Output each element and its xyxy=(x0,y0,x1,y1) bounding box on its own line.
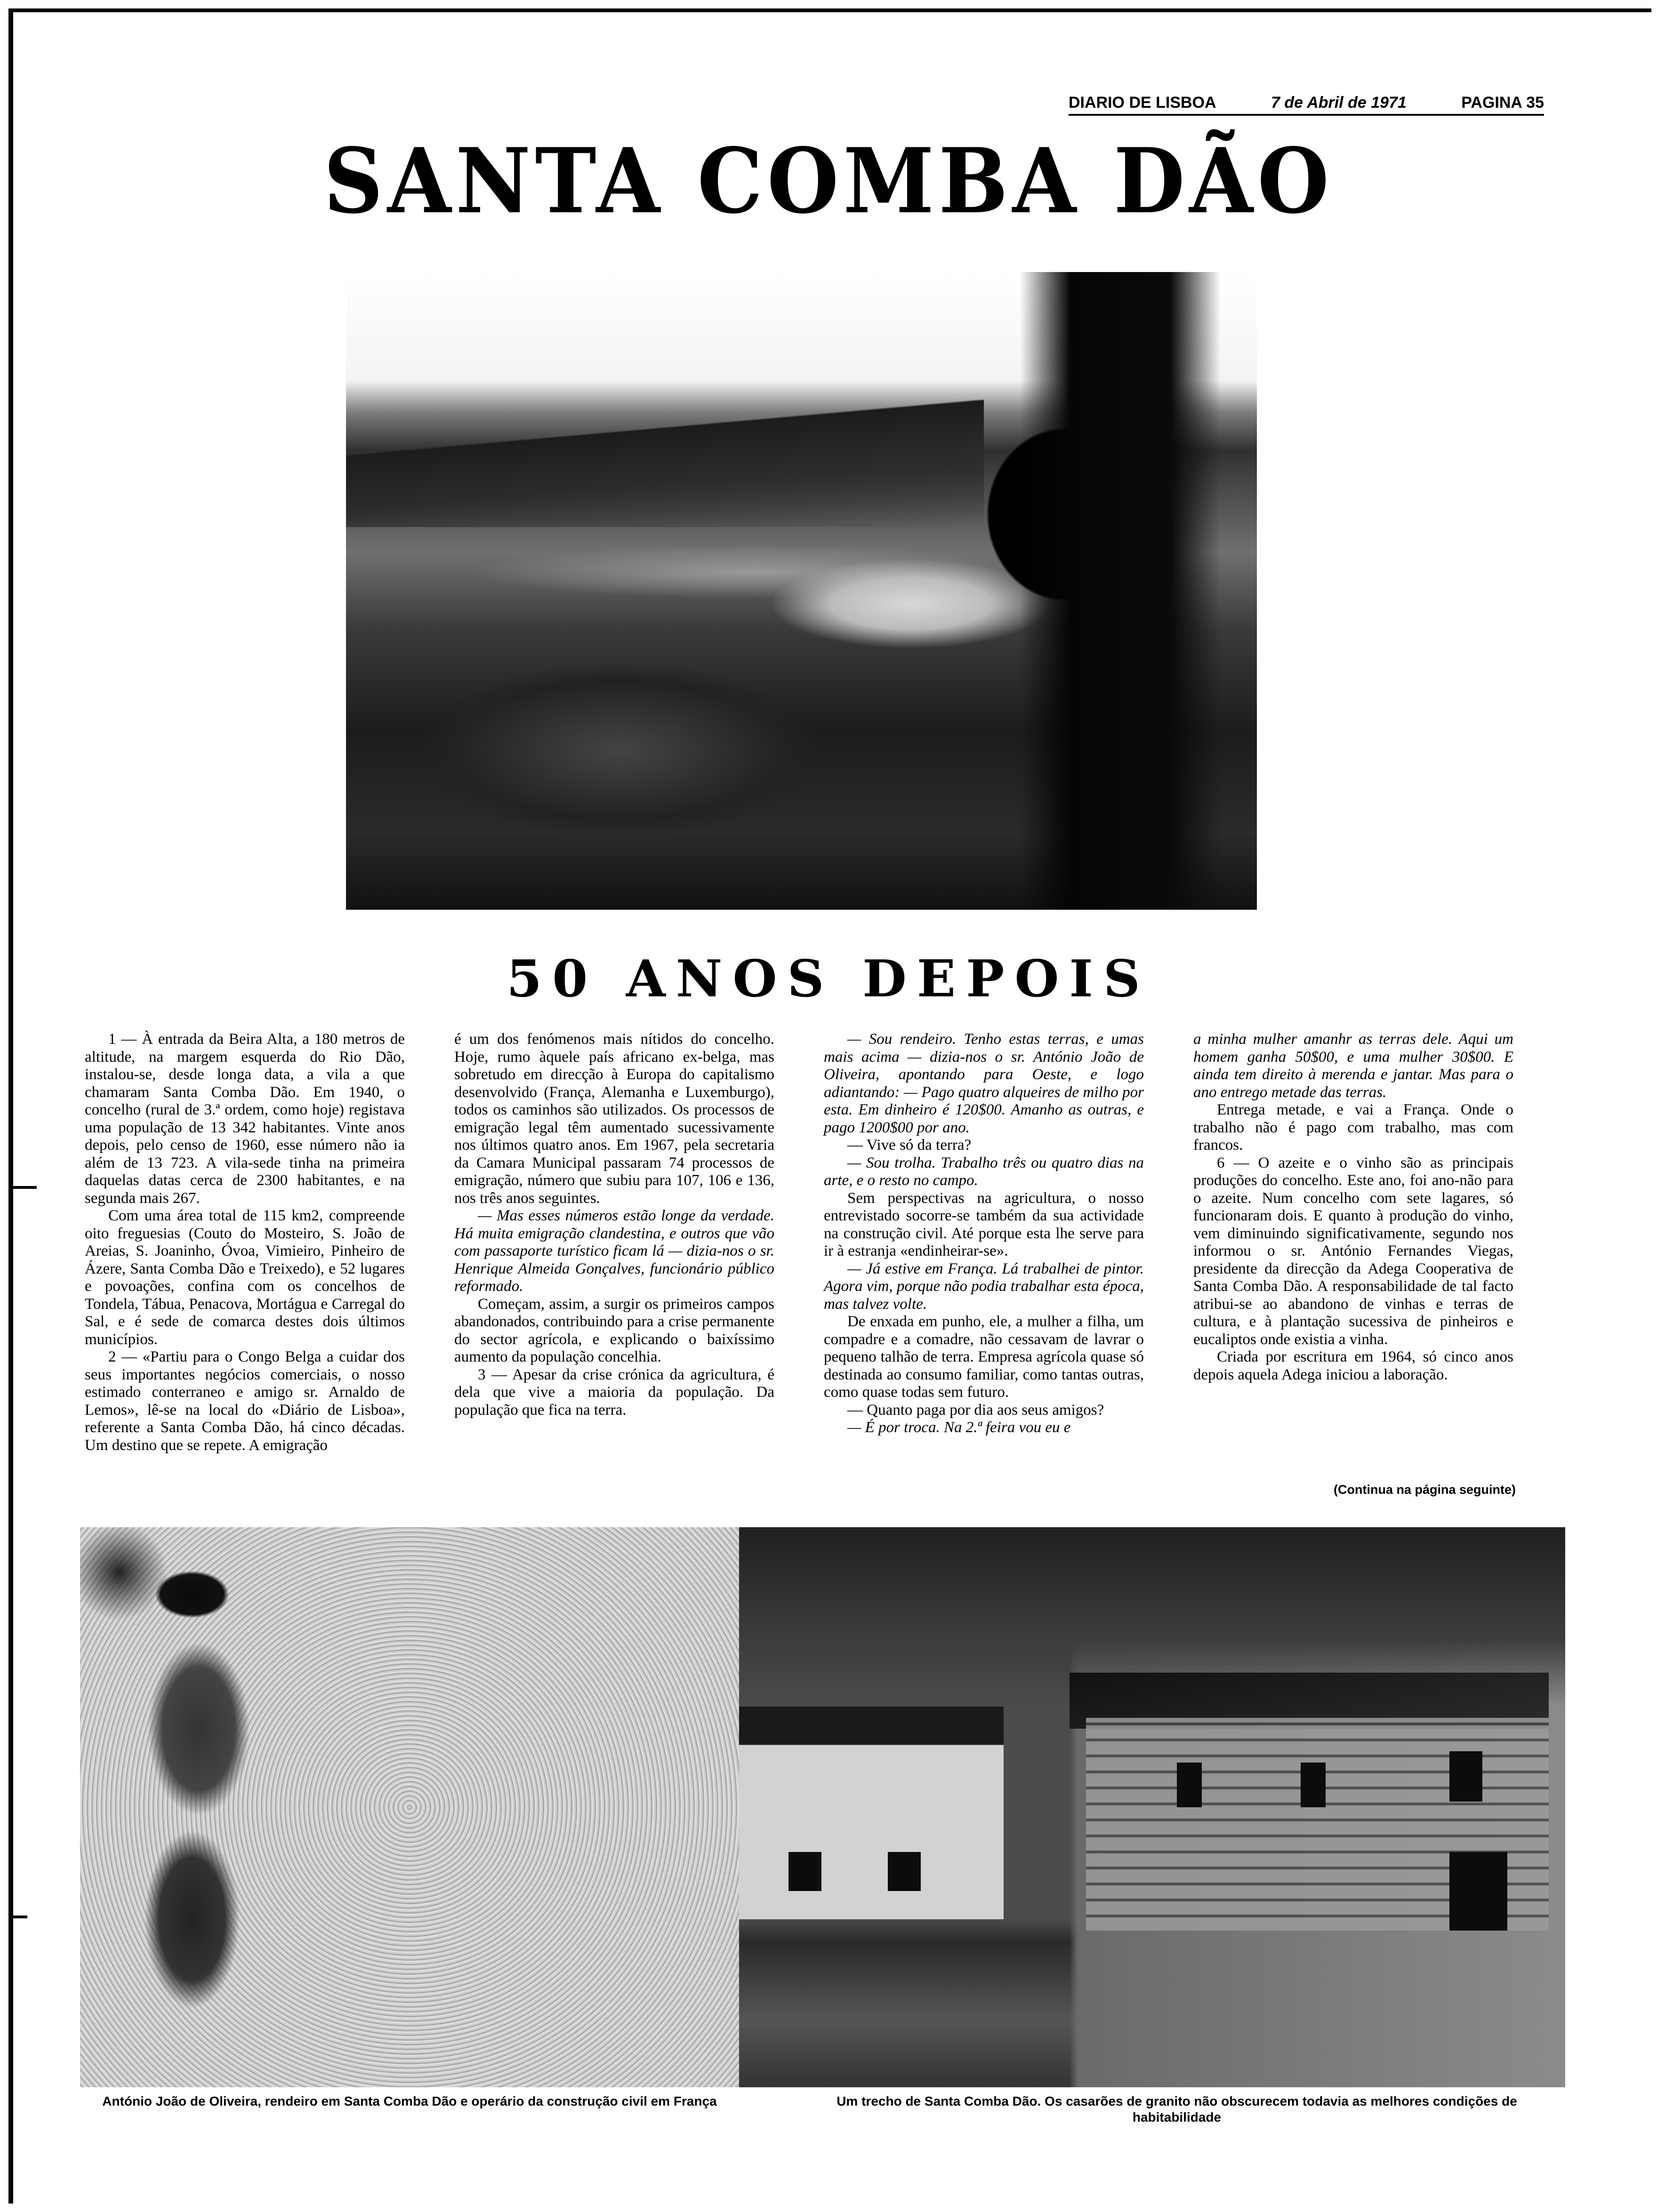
paragraph: Entrega metade, e vai a França. Onde o trabalho não é pago com trabalho, mas com francos. xyxy=(1193,1101,1513,1154)
paragraph: — É por troca. Na 2.ª feira vou eu e xyxy=(847,1419,1071,1436)
paragraph: Com uma área total de 115 km2, compreende oito freguesias (Couto do Mosteiro, S. João de Areias, S. Joaninho, Óvoa, Vimieiro, Pinheiro de Ázere, Santa Comba Dão e Treixedo), e 52 lugares e povoações, confina com os concelhos de Tondela, Tábua, Penacova, Mortágua e Carregal do Sal, e é sede de comarca destes dois últimos municípios. xyxy=(85,1207,405,1348)
page-border-left xyxy=(8,10,13,2204)
article-column-1 xyxy=(85,1031,405,1454)
photo-hills xyxy=(346,400,984,527)
paragraph: 2 — «Partiu para o Congo Belga a cuidar dos seus importantes negócios comerciais, o nosso estimado conterraneo e amigo sr. Arnaldo de Lemos», lê-se na local do «Diário de Lisboa», referente a Santa Comba Dão, há cinco décadas. Um destino que se repete. A emigração xyxy=(85,1348,405,1454)
masthead-page: PAGINA 35 xyxy=(1461,93,1544,112)
margin-mark xyxy=(8,1915,27,1918)
paragraph: — Já estive em França. Lá trabalhei de pintor. Agora vim, porque não podia trabalhar esta época, mas talvez volte. xyxy=(824,1260,1144,1313)
photo-window xyxy=(888,1852,921,1891)
photo-door xyxy=(1449,1852,1507,1931)
masthead-paper: DIARIO DE LISBOA xyxy=(1069,93,1216,112)
photo-tree xyxy=(1020,272,1221,910)
paragraph: — Vive só da terra? xyxy=(847,1137,972,1154)
photo-farmer-portrait xyxy=(80,1527,739,2087)
paragraph: Sem perspectivas na agricultura, o nosso entrevistado socorre-se também da sua actividade na construção civil. Até porque esta lhe serve para ir à estranja «endinheirar-se». xyxy=(824,1189,1144,1259)
masthead xyxy=(1069,92,1544,113)
paragraph: 1 — À entrada da Beira Alta, a 180 metros de altitude, na margem esquerda do Rio Dão, instalou-se, desde longa data, a vila a que chamaram Santa Comba Dão. Em 1940, o concelho (rural de 3.ª ordem, como hoje) registava uma população de 13 342 habitantes. Vinte anos depois, pelo censo de 1960, esse número não ia além de 13 723. A vila-sede tinha na primeira daquelas datas cerca de 2300 habitantes, e na segunda mais 267. xyxy=(85,1031,405,1207)
paragraph: — Quanto paga por dia aos seus amigos? xyxy=(847,1401,1104,1419)
article-column-4 xyxy=(1193,1031,1513,1384)
subheadline: 50 ANOS DEPOIS xyxy=(507,949,1150,1009)
margin-mark xyxy=(8,1186,37,1189)
masthead-rule xyxy=(1069,114,1544,116)
photo-window xyxy=(1177,1763,1202,1807)
photo-window xyxy=(1301,1763,1326,1807)
paragraph: Criada por escritura em 1964, só cinco anos depois aquela Adega iniciou a laboração. xyxy=(1193,1348,1513,1383)
caption-right: Um trecho de Santa Comba Dão. Os casarões de granito não obscurecem todavia as melhores condições de habitabilidade xyxy=(837,2094,1517,2124)
photo-white-house xyxy=(739,1707,1004,1919)
paragraph: — Sou trolha. Trabalho três ou quatro dias na arte, e o resto no campo. xyxy=(824,1154,1144,1189)
article-column-3 xyxy=(824,1031,1144,1437)
headline: SANTA COMBA DÃO xyxy=(323,128,1334,233)
paragraph: 3 — Apesar da crise crónica da agricultura, é dela que vive a maioria da população. Da população que fica na terra. xyxy=(454,1366,774,1419)
paragraph: 6 — O azeite e o vinho são as principais produções do concelho. Este ano, foi ano-não para o azeite. Num concelho com sete lagares, só funcionaram dois. E quanto à produção do vinho, vem diminuindo significativamente, segundo nos informou o sr. António Fernandes Viegas, presidente da direcção da Adega Cooperativa de Santa Comba Dão. A responsabilidade de tal facto atribui-se ao abandono de vinhas e terras de cultura, e à plantação sucessiva de pinheiros e eucaliptos onde existia a vinha. xyxy=(1193,1154,1513,1348)
paragraph: De enxada em punho, ele, a mulher a filha, um compadre e a comadre, não cessavam de lavrar o pequeno talhão de terra. Empresa agrícola quase só destinada ao consumo familiar, como tantas outras, como quase todas sem futuro. xyxy=(824,1313,1144,1401)
photo-window xyxy=(788,1852,821,1891)
caption-left: António João de Oliveira, rendeiro em Santa Comba Dão e operário da construção civil em França xyxy=(102,2094,717,2108)
photo-window xyxy=(1449,1751,1482,1802)
paragraph: — Sou rendeiro. Tenho estas terras, e umas mais acima — dizia-nos o sr. António João de Oliveira, apontando para Oeste, e logo adiantando: — Pago quatro alqueires de milho por esta. Em dinheiro é 120$00. Amanho as outras, e pago 1200$00 por ano. xyxy=(824,1031,1144,1136)
paragraph: — Mas esses números estão longe da verdade. Há muita emigração clandestina, e outros que vão com passaporte turístico ficam lá — dizia-nos o sr. Henrique Almeida Gonçalves, funcionário público reformado. xyxy=(454,1207,774,1295)
photo-granite-houses xyxy=(739,1527,1565,2087)
paragraph: é um dos fenómenos mais nítidos do concelho. Hoje, rumo àquele país africano ex-belga, mas sobretudo em direcção à Europa do capitalismo desenvolvido (França, Alemanha e Luxemburgo), todos os caminhos são utilizados. Os processos de emigração legal têm aumentado sucessivamente nos últimos quatro anos. Em 1967, pela secretaria da Camara Municipal passaram 74 processos de emigração, número que subiu para 107, 106 e 136, nos três anos seguintes. xyxy=(454,1031,774,1207)
paragraph: a minha mulher amanhr as terras dele. Aqui um homem ganha 50$00, e uma mulher 30$00. E ainda tem direito à merenda e jantar. Mas para o ano entrego metade das terras. xyxy=(1193,1031,1513,1101)
article-column-2 xyxy=(454,1031,774,1419)
photo-village-landscape xyxy=(346,272,1257,910)
masthead-date: 7 de Abril de 1971 xyxy=(1271,93,1407,112)
page-border-top xyxy=(8,8,1651,12)
paragraph: Começam, assim, a surgir os primeiros campos abandonados, contribuindo para a crise permanente do sector agrícola, e explicando o baixíssimo aumento da população concelhia. xyxy=(454,1295,774,1365)
continued-note: (Continua na página seguinte) xyxy=(1333,1483,1516,1497)
